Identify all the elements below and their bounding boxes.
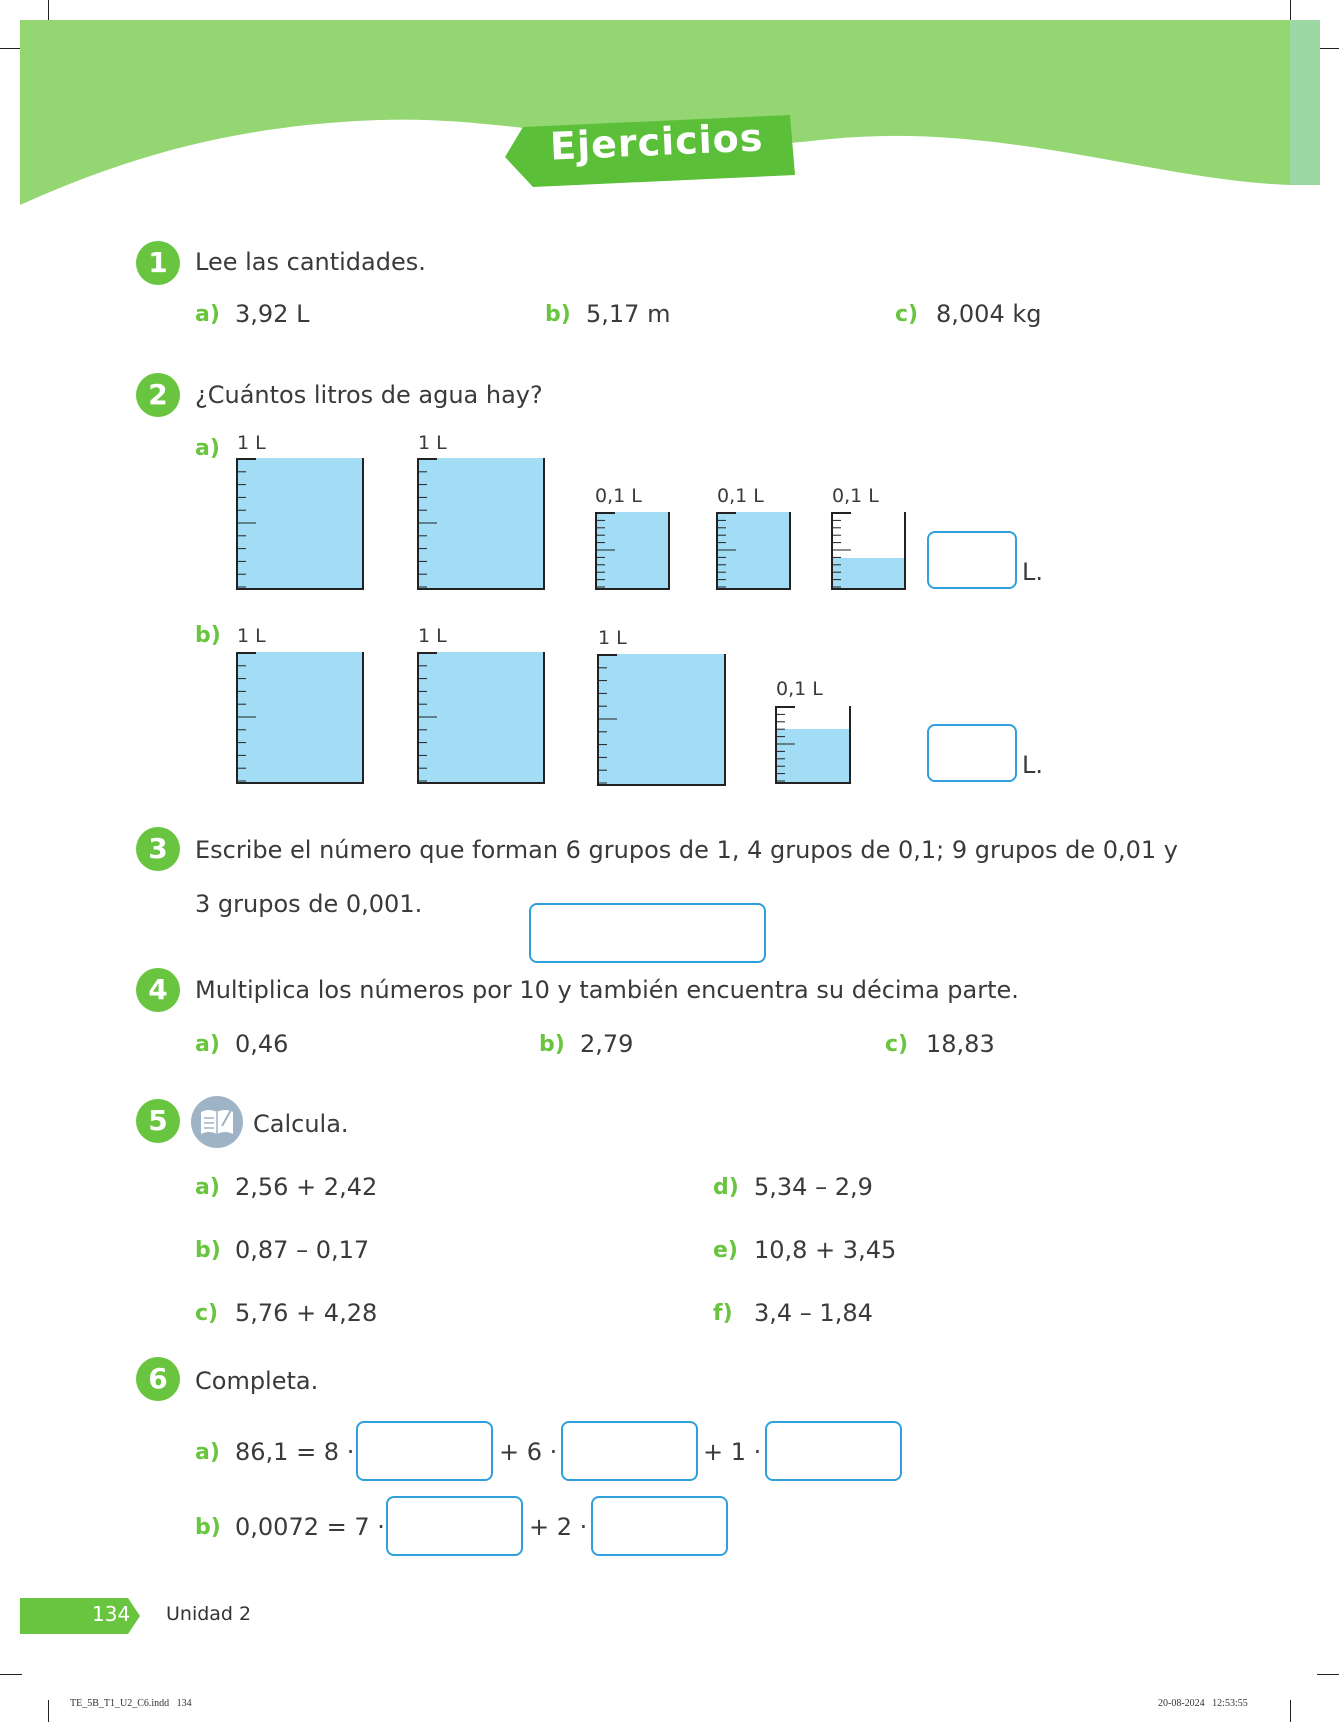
item-label: b) [539, 1032, 565, 1057]
item-label: e) [713, 1238, 738, 1263]
scale-ticks [419, 458, 443, 588]
scale-ticks [238, 458, 262, 588]
answer-box[interactable] [561, 1421, 698, 1481]
exercise-number: 3 [136, 827, 180, 871]
crop-mark [48, 1700, 49, 1722]
answer-box[interactable] [927, 531, 1017, 589]
notebook-icon [191, 1096, 243, 1148]
exercise-number: 6 [136, 1357, 180, 1401]
print-date: 20-08-2024 12:53:55 [1158, 1698, 1248, 1709]
answer-box[interactable] [591, 1496, 728, 1556]
item-value: 10,8 + 3,45 [754, 1236, 897, 1264]
beaker-capacity: 1 L [237, 432, 266, 454]
exercise-instruction: Multiplica los números por 10 y también encuentra su décima parte. [195, 976, 1019, 1004]
exercise-number: 5 [136, 1099, 180, 1143]
beaker-01l [595, 512, 670, 590]
item-value: 5,17 m [586, 300, 671, 328]
item-value: 3,92 L [235, 300, 310, 328]
item-label: b) [195, 1515, 221, 1540]
item-label: b) [195, 1238, 221, 1263]
exercise-instruction: ¿Cuántos litros de agua hay? [195, 381, 543, 409]
beaker-01l [775, 706, 851, 784]
scale-ticks [718, 512, 742, 588]
crop-mark [0, 1674, 22, 1675]
item-label: a) [195, 436, 220, 461]
scale-ticks [419, 652, 443, 782]
answer-box[interactable] [765, 1421, 902, 1481]
item-value: 5,34 – 2,9 [754, 1173, 873, 1201]
scale-ticks [833, 512, 857, 588]
item-label: f) [713, 1301, 733, 1326]
item-label: a) [195, 1032, 220, 1057]
item-value: 18,83 [926, 1030, 995, 1058]
exercise-instruction: 3 grupos de 0,001. [195, 890, 423, 918]
beaker-capacity: 0,1 L [776, 678, 823, 700]
beaker-capacity: 1 L [418, 432, 447, 454]
equation-text: + 1 · [703, 1438, 762, 1466]
item-value: 0,46 [235, 1030, 289, 1058]
unit-label: L. [1022, 751, 1043, 779]
beaker-01l [716, 512, 791, 590]
equation-text: + 2 · [529, 1513, 588, 1541]
equation-text: 86,1 = 8 · [235, 1438, 355, 1466]
page-title: Ejercicios [549, 115, 765, 169]
beaker-1l [597, 654, 726, 786]
item-value: 5,76 + 4,28 [235, 1299, 378, 1327]
item-label: a) [195, 1440, 220, 1465]
exercise-number: 4 [136, 968, 180, 1012]
crop-mark [1317, 1674, 1339, 1675]
beaker-1l [236, 652, 364, 784]
item-label: c) [885, 1032, 909, 1057]
item-label: d) [713, 1175, 739, 1200]
scale-ticks [597, 512, 621, 588]
beaker-capacity: 1 L [598, 627, 627, 649]
beaker-1l [236, 458, 364, 590]
item-label: c) [895, 302, 919, 327]
item-label: a) [195, 302, 220, 327]
crop-mark [1290, 1700, 1291, 1722]
exercise-number: 2 [136, 373, 180, 417]
page-number: 134 [92, 1602, 131, 1626]
scale-ticks [238, 652, 262, 782]
item-label: a) [195, 1175, 220, 1200]
beaker-01l [831, 512, 906, 590]
beaker-capacity: 1 L [237, 625, 266, 647]
scale-ticks [599, 654, 623, 784]
item-value: 3,4 – 1,84 [754, 1299, 873, 1327]
answer-box[interactable] [927, 724, 1017, 782]
beaker-capacity: 0,1 L [717, 485, 764, 507]
beaker-capacity: 0,1 L [832, 485, 879, 507]
item-label: b) [195, 623, 221, 648]
beaker-capacity: 1 L [418, 625, 447, 647]
file-slug: TE_5B_T1_U2_C6.indd 134 [70, 1698, 192, 1709]
beaker-capacity: 0,1 L [595, 485, 642, 507]
scale-ticks [777, 706, 801, 782]
beaker-1l [417, 652, 545, 784]
item-label: b) [545, 302, 571, 327]
unit-name: Unidad 2 [166, 1603, 252, 1625]
exercise-instruction: Calcula. [253, 1110, 349, 1138]
exercise-instruction: Completa. [195, 1367, 319, 1395]
item-value: 0,87 – 0,17 [235, 1236, 370, 1264]
equation-text: + 6 · [499, 1438, 558, 1466]
item-value: 2,56 + 2,42 [235, 1173, 378, 1201]
equation-text: 0,0072 = 7 · [235, 1513, 385, 1541]
exercise-instruction: Lee las cantidades. [195, 248, 426, 276]
item-value: 8,004 kg [936, 300, 1042, 328]
unit-label: L. [1022, 558, 1043, 586]
beaker-1l [417, 458, 545, 590]
answer-box[interactable] [529, 903, 766, 963]
answer-box[interactable] [386, 1496, 523, 1556]
item-value: 2,79 [580, 1030, 634, 1058]
item-label: c) [195, 1301, 219, 1326]
answer-box[interactable] [356, 1421, 493, 1481]
exercise-number: 1 [136, 241, 180, 285]
exercise-instruction: Escribe el número que forman 6 grupos de 1, 4 grupos de 0,1; 9 grupos de 0,01 y [195, 836, 1179, 864]
